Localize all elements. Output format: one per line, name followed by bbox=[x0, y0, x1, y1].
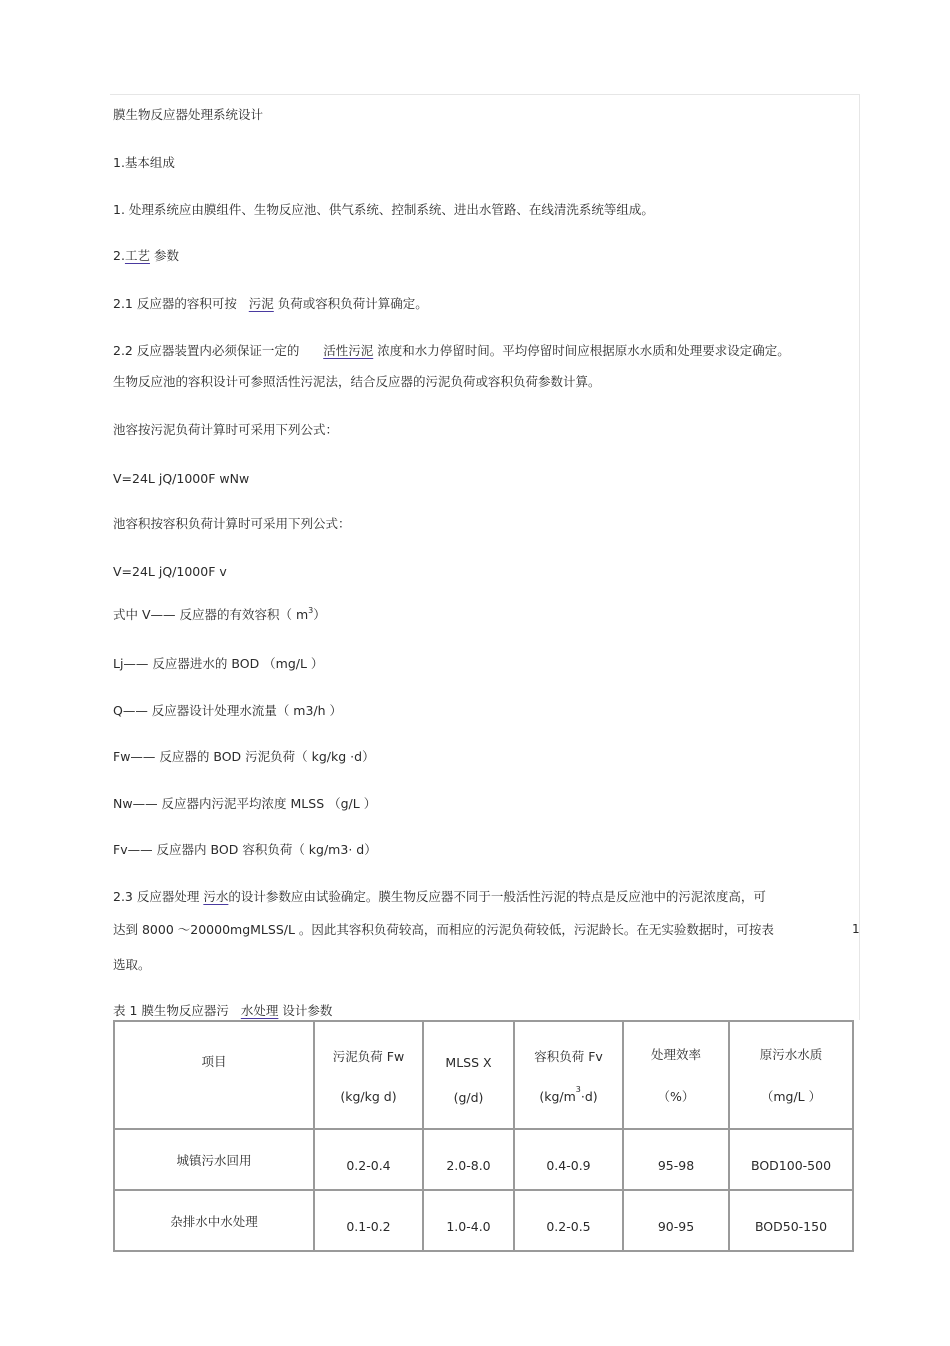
doc-title: 膜生物反应器处理系统设计 bbox=[113, 107, 264, 122]
section2-suffix: 参数 bbox=[153, 248, 179, 263]
header-cell-efficiency bbox=[623, 1021, 729, 1129]
def-v bbox=[113, 607, 326, 623]
page-border-top bbox=[110, 94, 860, 95]
cell-raw-water: BOD100-500 bbox=[729, 1129, 853, 1190]
header-mlss-label: MLSS X bbox=[445, 1055, 492, 1070]
def-v-sup: 3 bbox=[308, 606, 314, 615]
header-mlss-unit: (g/d) bbox=[453, 1090, 484, 1105]
cell-efficiency: 90-95 bbox=[623, 1190, 729, 1251]
cell-mlss: 1.0-4.0 bbox=[423, 1190, 514, 1251]
table-row bbox=[114, 1129, 853, 1190]
def-v-close: ） bbox=[313, 607, 326, 622]
formula1-intro: 池容按污泥负荷计算时可采用下列公式： bbox=[113, 422, 339, 437]
paragraph-2-2 bbox=[113, 343, 790, 359]
header-sludge-load-unit: (kg/kg d) bbox=[340, 1088, 397, 1104]
formula2: V=24L jQ/1000F v bbox=[113, 564, 227, 579]
header-cell-sludge-load bbox=[314, 1021, 423, 1129]
def-v-text: 式中 V—— 反应器的有效容积（ m bbox=[113, 607, 309, 622]
cell-raw-water: BOD50-150 bbox=[729, 1190, 853, 1251]
section2-prefix: 2. bbox=[113, 248, 125, 263]
cell-sludge-load: 0.1-0.2 bbox=[314, 1190, 423, 1251]
design-parameter-table bbox=[113, 1020, 854, 1252]
p22-suffix: 浓度和水力停留时间。平均停留时间应根据原水水质和处理要求设定确定。 bbox=[377, 343, 790, 358]
header-volume-load-unit bbox=[515, 1084, 622, 1104]
paragraph-1: 1. 处理系统应由膜组件、生物反应池、供气系统、控制系统、进出水管路、在线清洗系统等组成。 bbox=[113, 202, 654, 217]
header-cell-item bbox=[114, 1021, 314, 1129]
cell-mlss: 2.0-8.0 bbox=[423, 1129, 514, 1190]
section-heading-params bbox=[113, 248, 179, 264]
link-sludge[interactable]: 污泥 bbox=[248, 296, 274, 311]
page-number: 1 bbox=[852, 922, 860, 936]
section-heading-basic: 1.基本组成 bbox=[113, 155, 175, 170]
p21-prefix: 2.1 反应器的容积可按 bbox=[113, 296, 237, 311]
paragraph-2-3-line2: 达到 8000 ～20000mgMLSS/L 。因此其容积负荷较高，而相应的污泥负荷较低，污泥龄长。在无实验数据时，可按表 bbox=[113, 922, 774, 937]
volume-unit-sup: 3 bbox=[575, 1084, 581, 1094]
caption-suffix: 设计参数 bbox=[282, 1003, 333, 1018]
header-cell-raw-water bbox=[729, 1021, 853, 1129]
p21-suffix: 负荷或容积负荷计算确定。 bbox=[277, 296, 428, 311]
p23-suffix: 的设计参数应由试验确定。膜生物反应器不同于一般活性污泥的特点是反应池中的污泥浓度高，可 bbox=[228, 889, 766, 904]
def-fv: Fv—— 反应器内 BOD 容积负荷（ kg/m3· d） bbox=[113, 842, 377, 857]
table-header-row bbox=[114, 1021, 853, 1129]
header-sludge-load-label: 污泥负荷 Fw bbox=[332, 1048, 405, 1064]
def-fw: Fw—— 反应器的 BOD 污泥负荷（ kg/kg ·d） bbox=[113, 749, 375, 764]
header-cell-mlss bbox=[423, 1021, 514, 1129]
paragraph-2-3 bbox=[113, 889, 766, 905]
def-nw: Nw—— 反应器内污泥平均浓度 MLSS （g/L ） bbox=[113, 796, 377, 811]
link-sewage[interactable]: 污水 bbox=[203, 889, 229, 904]
header-item-label: 项目 bbox=[201, 1054, 227, 1069]
header-efficiency-unit: （%） bbox=[657, 1089, 695, 1104]
cell-volume-load: 0.2-0.5 bbox=[514, 1190, 623, 1251]
formula1: V=24L jQ/1000F wNw bbox=[113, 471, 250, 486]
link-process[interactable]: 工艺 bbox=[124, 248, 150, 263]
cell-efficiency: 95-98 bbox=[623, 1129, 729, 1190]
row-label: 杂排水中水处理 bbox=[114, 1190, 314, 1251]
row-label: 城镇污水回用 bbox=[114, 1129, 314, 1190]
paragraph-2-2-line2: 生物反应池的容积设计可参照活性污泥法，结合反应器的污泥负荷或容积负荷参数计算。 bbox=[113, 374, 601, 389]
p23-prefix: 2.3 反应器处理 bbox=[113, 889, 200, 904]
table-caption bbox=[113, 1003, 332, 1019]
header-raw-water-label: 原污水水质 bbox=[759, 1047, 823, 1062]
paragraph-2-3-line3: 选取。 bbox=[113, 957, 151, 972]
caption-prefix: 表 1 膜生物反应器污 bbox=[113, 1003, 229, 1018]
p22-prefix: 2.2 反应器装置内必须保证一定的 bbox=[113, 343, 300, 358]
table-row bbox=[114, 1190, 853, 1251]
def-q: Q—— 反应器设计处理水流量（ m3/h ） bbox=[113, 703, 343, 718]
header-raw-water-unit: （mg/L ） bbox=[760, 1089, 822, 1104]
formula2-intro: 池容积按容积负荷计算时可采用下列公式： bbox=[113, 516, 351, 531]
page-border-right bbox=[859, 94, 860, 1020]
header-efficiency-label: 处理效率 bbox=[650, 1047, 701, 1062]
link-water-treatment[interactable]: 水处理 bbox=[240, 1003, 279, 1018]
cell-volume-load: 0.4-0.9 bbox=[514, 1129, 623, 1190]
link-activated-sludge[interactable]: 活性污泥 bbox=[323, 343, 374, 358]
volume-unit-base: (kg/m bbox=[539, 1088, 576, 1104]
paragraph-2-1 bbox=[113, 296, 428, 312]
header-cell-volume-load bbox=[514, 1021, 623, 1129]
cell-sludge-load: 0.2-0.4 bbox=[314, 1129, 423, 1190]
def-lj: Lj—— 反应器进水的 BOD （mg/L ） bbox=[113, 656, 324, 671]
volume-unit-tail: ·d) bbox=[580, 1088, 598, 1104]
header-volume-load-label: 容积负荷 Fv bbox=[534, 1048, 603, 1064]
